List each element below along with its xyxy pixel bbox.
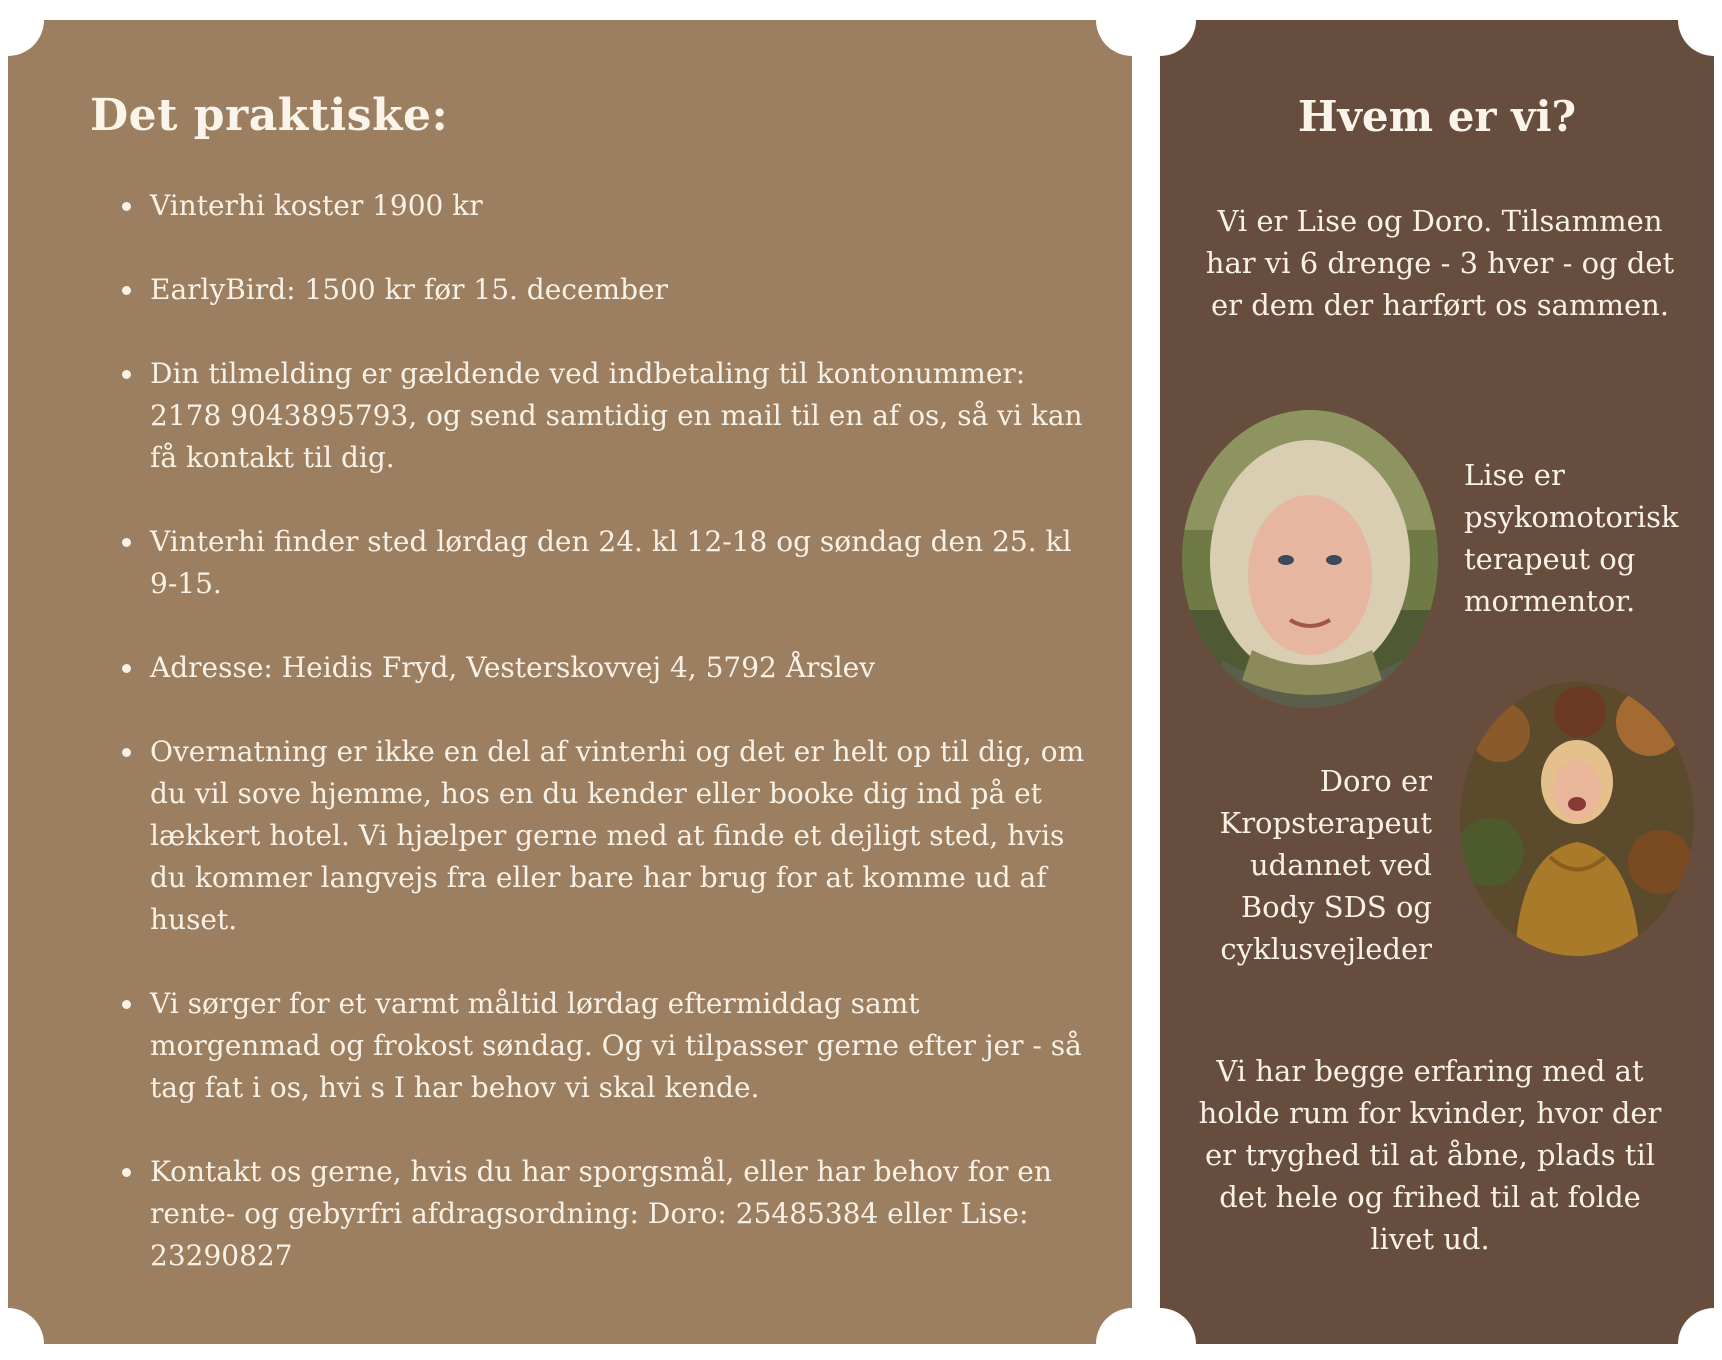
bullet-icon [122, 748, 131, 757]
list-item-price [108, 185, 1088, 227]
list-item-registration [108, 353, 1088, 479]
list-item-contact [108, 1151, 1088, 1277]
corner-cutout [8, 20, 44, 56]
practical-list [108, 185, 1088, 1319]
corner-cutout [1096, 1308, 1132, 1344]
intro-text: Vi er Lise og Doro. Tilsammen har vi 6 drenge - 3 hver - og det er dem der harført os sammen. [1205, 204, 1675, 322]
bullet-icon [122, 202, 131, 211]
lise-bio: Lise er psykomotorisk terapeut og mormentor. [1464, 458, 1679, 618]
bullet-icon [122, 664, 131, 673]
bullet-icon [122, 538, 131, 547]
bullet-icon [122, 286, 131, 295]
corner-cutout [1678, 1308, 1714, 1344]
about-us-panel [1160, 20, 1714, 1344]
list-item-text: EarlyBird: 1500 kr før 15. december [150, 273, 668, 306]
doro-portrait-image [1460, 682, 1694, 956]
corner-cutout [8, 1308, 44, 1344]
list-item-dates [108, 521, 1088, 605]
lise-photo [1182, 410, 1438, 708]
list-item-address [108, 647, 1088, 689]
corner-cutout [1160, 1308, 1196, 1344]
bullet-icon [122, 370, 131, 379]
practical-title: Det praktiske: [90, 90, 449, 141]
list-item-text: Kontakt os gerne, hvis du har sporgsmål, eller har behov for en rente- og gebyrfri afdragsordning: Doro: 25485384 eller Lise: 23290827 [150, 1155, 1052, 1272]
list-item-text: Vinterhi koster 1900 kr [150, 189, 483, 222]
bullet-icon [122, 1000, 131, 1009]
list-item-earlybird [108, 269, 1088, 311]
list-item-text: Vi sørger for et varmt måltid lørdag eftermiddag samt morgenmad og frokost søndag. Og vi tilpasser gerne efter jer - så tag fat i os, hvi s I har behov vi skal kende. [150, 987, 1082, 1104]
lise-portrait-image [1182, 410, 1438, 708]
list-item-meals [108, 983, 1088, 1109]
list-item-text: Overnatning er ikke en del af vinterhi og det er helt op til dig, om du vil sove hjemme, hos en du kender eller booke dig ind på et lækkert hotel. Vi hjælper gerne med at finde et dejligt sted, hvis du kommer langvejs fra eller bare har brug for at komme ud af huset. [150, 735, 1085, 936]
list-item-text: Din tilmelding er gældende ved indbetaling til kontonummer: 2178 9043895793, og send samtidig en mail til en af os, så vi kan få kontakt til dig. [150, 357, 1083, 474]
doro-photo [1460, 682, 1694, 956]
list-item-text: Vinterhi finder sted lørdag den 24. kl 12-18 og søndag den 25. kl 9-15. [150, 525, 1072, 600]
about-title: Hvem er vi? [1297, 92, 1577, 141]
outro-text: Vi har begge erfaring med at holde rum for kvinder, hvor der er tryghed til at åbne, plads til det hele og frihed til at folde livet ud. [1198, 1054, 1662, 1256]
bullet-icon [122, 1168, 131, 1177]
corner-cutout [1678, 20, 1714, 56]
practical-info-panel [8, 20, 1132, 1344]
doro-bio: Doro er Kropsterapeut udannet ved Body SDS og cyklusvejleder [1219, 764, 1432, 966]
list-item-accommodation [108, 731, 1088, 941]
list-item-text: Adresse: Heidis Fryd, Vesterskovvej 4, 5792 Årslev [150, 651, 876, 684]
corner-cutout [1096, 20, 1132, 56]
corner-cutout [1160, 20, 1196, 56]
